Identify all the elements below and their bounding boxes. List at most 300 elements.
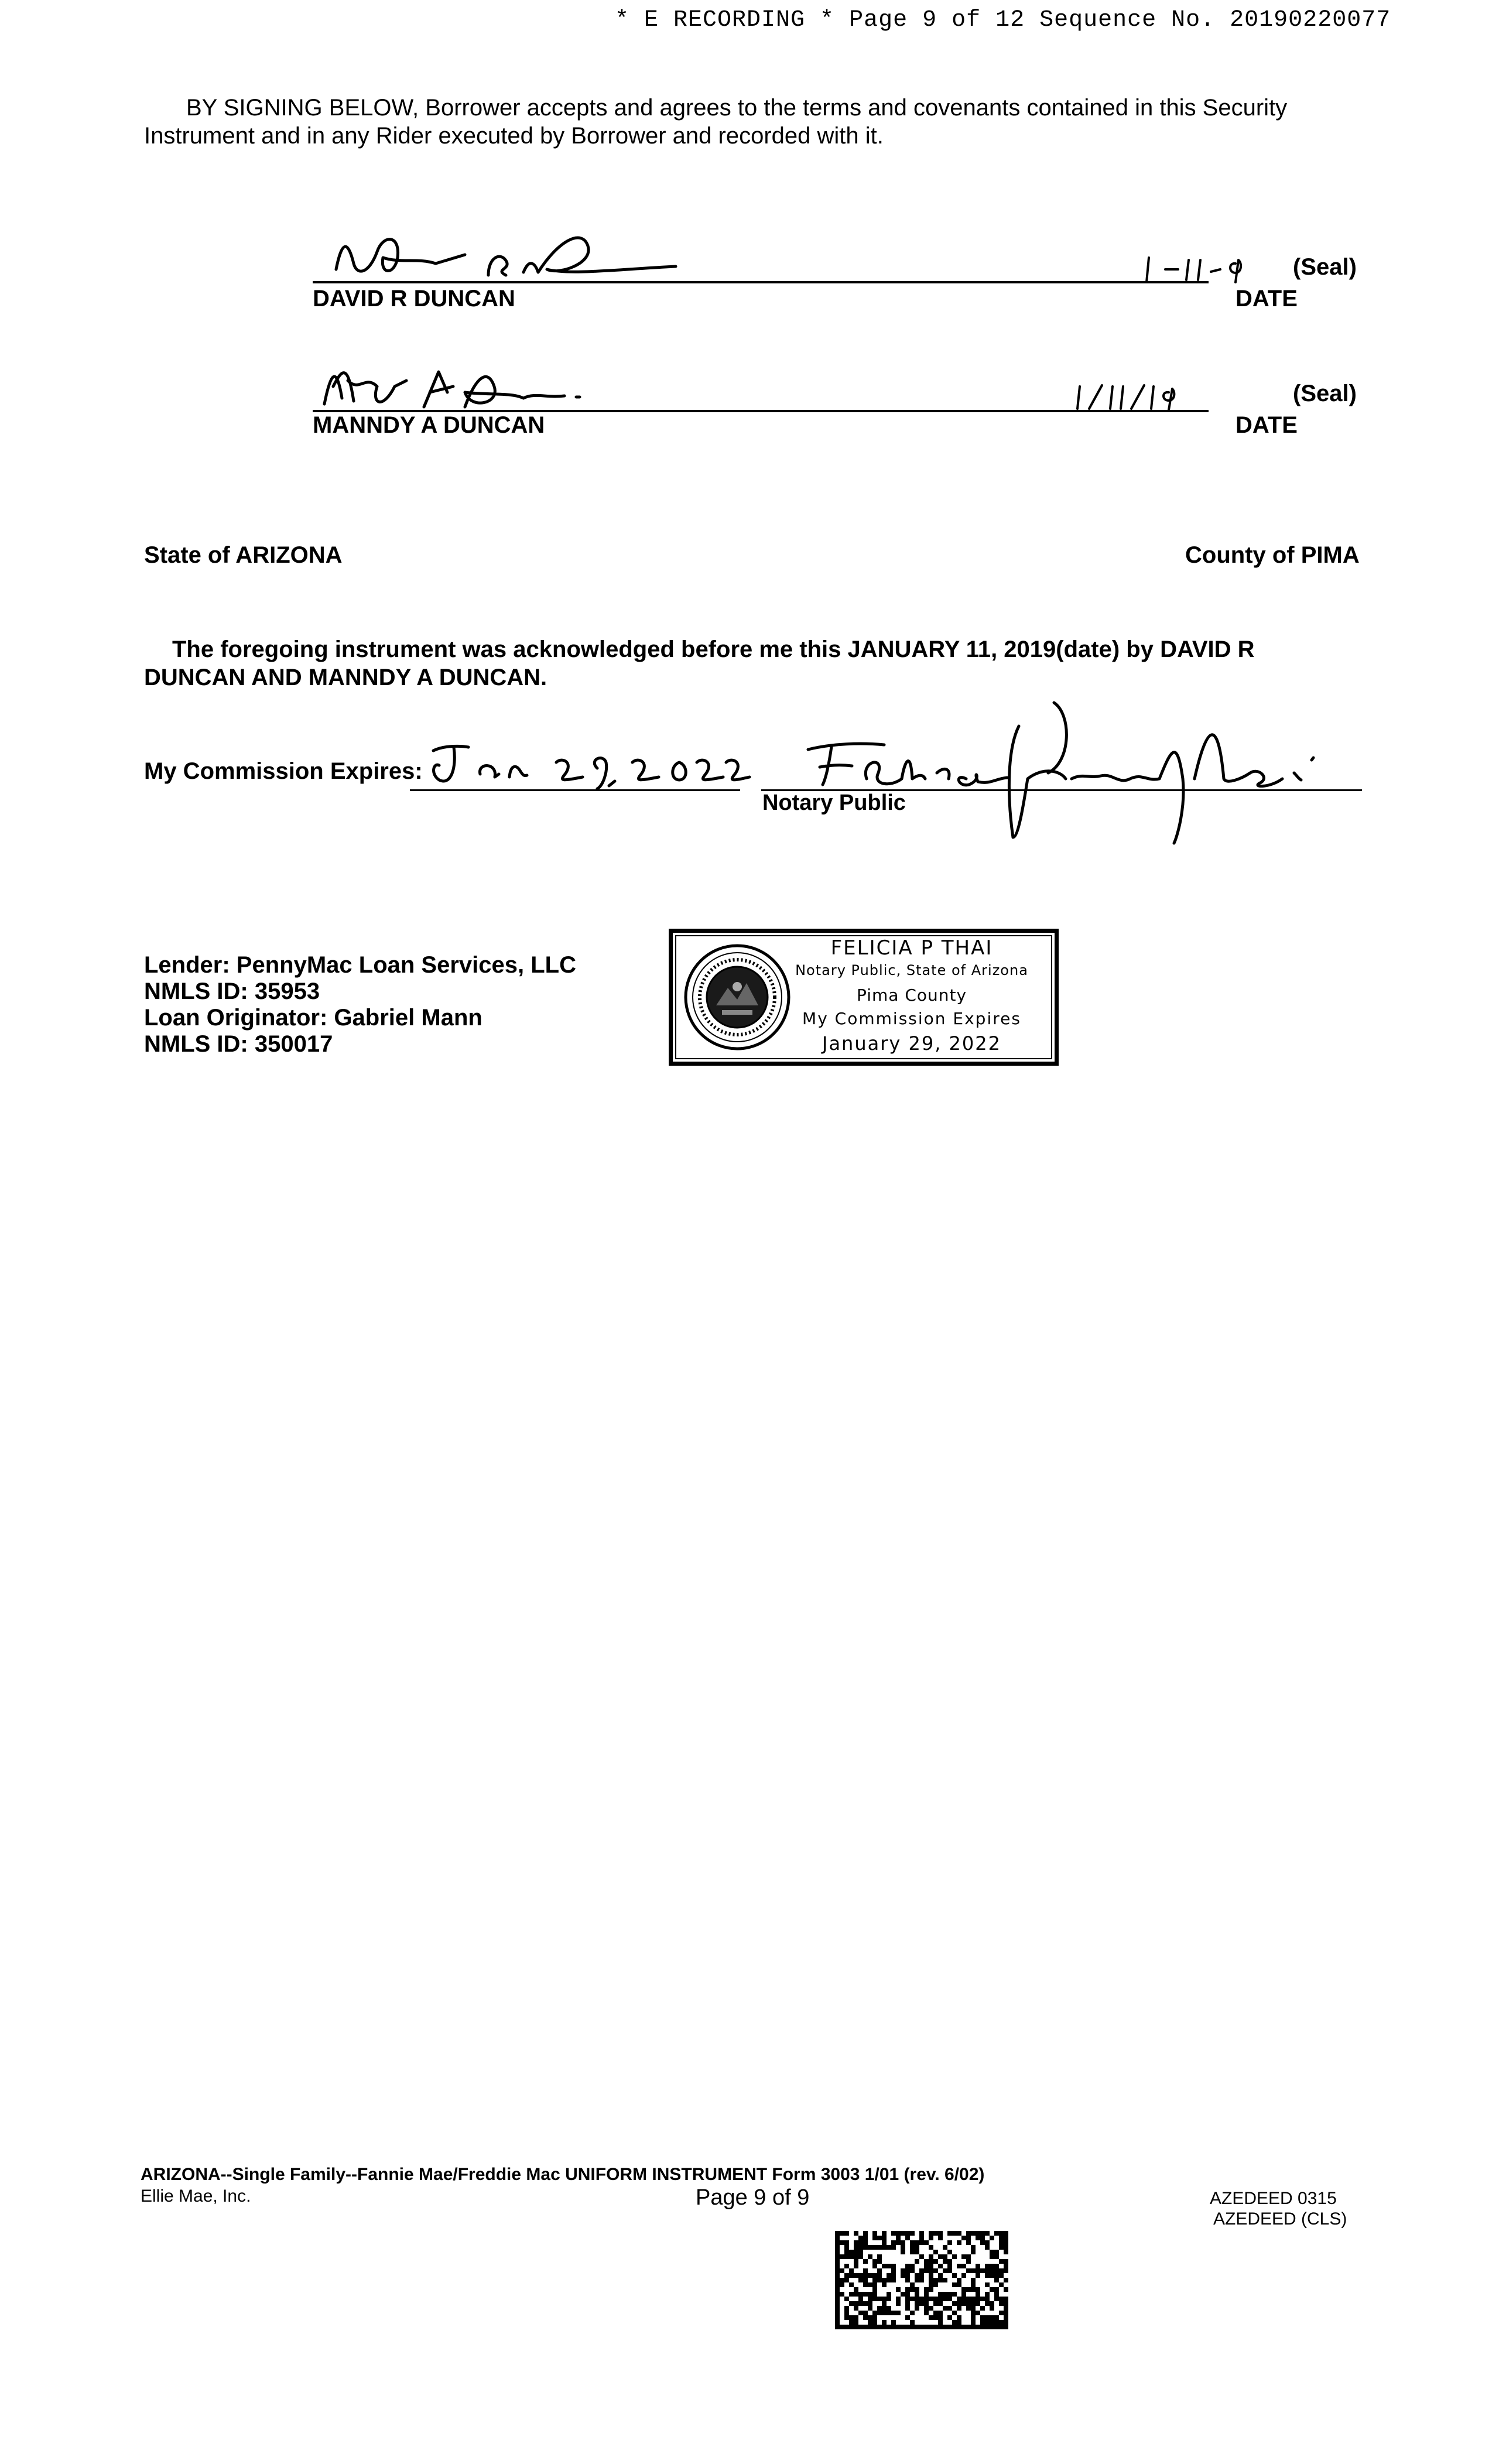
barcode-module — [919, 2325, 924, 2329]
barcode-module — [1004, 2306, 1008, 2311]
barcode-module — [994, 2268, 999, 2273]
barcode-module — [877, 2273, 882, 2278]
barcode-module — [980, 2240, 985, 2245]
barcode-module — [957, 2320, 961, 2325]
barcode-module — [990, 2236, 994, 2240]
barcode-module — [854, 2259, 858, 2264]
lender-line-4: NMLS ID: 350017 — [144, 1031, 333, 1057]
barcode-module — [957, 2325, 961, 2329]
barcode-module — [943, 2245, 947, 2250]
barcode-module — [868, 2292, 872, 2297]
barcode-module — [915, 2245, 919, 2250]
barcode-module — [999, 2240, 1004, 2245]
barcode-module — [957, 2315, 961, 2320]
stamp-date: January 29, 2022 — [822, 1032, 1001, 1055]
barcode-module — [910, 2287, 915, 2292]
barcode-module — [844, 2231, 849, 2236]
barcode-module — [919, 2297, 924, 2301]
barcode-module — [924, 2297, 929, 2301]
barcode-module — [971, 2325, 976, 2329]
signature-1-date — [1142, 252, 1265, 287]
barcode-module — [891, 2311, 896, 2315]
barcode-module — [961, 2297, 966, 2301]
barcode-module — [891, 2264, 896, 2268]
barcode-module — [849, 2301, 854, 2306]
barcode-module — [872, 2245, 877, 2250]
barcode-module — [854, 2306, 858, 2311]
barcode-module — [910, 2245, 915, 2250]
barcode-module — [1004, 2315, 1008, 2320]
barcode-module — [929, 2315, 933, 2320]
seal-label-1: (Seal) — [1293, 254, 1357, 280]
barcode-module — [887, 2264, 891, 2268]
barcode — [835, 2231, 1008, 2329]
barcode-module — [905, 2268, 910, 2273]
barcode-module — [933, 2325, 938, 2329]
barcode-module — [938, 2236, 943, 2240]
footer-code-2: AZEDEED (CLS) — [1213, 2209, 1347, 2229]
barcode-module — [854, 2273, 858, 2278]
barcode-module — [1004, 2325, 1008, 2329]
barcode-module — [933, 2311, 938, 2315]
barcode-module — [957, 2278, 961, 2282]
barcode-module — [877, 2325, 882, 2329]
barcode-module — [976, 2301, 980, 2306]
barcode-module — [966, 2268, 971, 2273]
barcode-module — [877, 2297, 882, 2301]
footer-page: Page 9 of 9 — [696, 2185, 810, 2210]
barcode-module — [929, 2278, 933, 2282]
barcode-module — [840, 2278, 844, 2282]
barcode-module — [999, 2273, 1004, 2278]
stamp-name: FELICIA P THAI — [830, 936, 993, 960]
barcode-module — [957, 2297, 961, 2301]
barcode-module — [844, 2245, 849, 2250]
barcode-module — [924, 2264, 929, 2268]
barcode-module — [854, 2245, 858, 2250]
barcode-module — [910, 2268, 915, 2273]
barcode-module — [915, 2297, 919, 2301]
barcode-module — [891, 2268, 896, 2273]
signer-name-2: MANNDY A DUNCAN — [313, 412, 545, 438]
barcode-module — [976, 2297, 980, 2301]
barcode-module — [966, 2297, 971, 2301]
barcode-module — [835, 2264, 840, 2268]
notary-stamp — [669, 929, 1059, 1066]
barcode-module — [1004, 2311, 1008, 2315]
barcode-module — [947, 2240, 952, 2245]
barcode-module — [849, 2254, 854, 2259]
barcode-module — [844, 2278, 849, 2282]
barcode-module — [872, 2315, 877, 2320]
barcode-module — [990, 2325, 994, 2329]
barcode-module — [961, 2236, 966, 2240]
barcode-module — [840, 2240, 844, 2245]
barcode-module — [961, 2287, 966, 2292]
barcode-module — [887, 2245, 891, 2250]
barcode-module — [901, 2240, 905, 2245]
barcode-module — [835, 2297, 840, 2301]
barcode-module — [971, 2320, 976, 2325]
barcode-module — [985, 2245, 990, 2250]
barcode-module — [863, 2278, 868, 2282]
footer-code-1: AZEDEED 0315 — [1210, 2189, 1337, 2208]
barcode-module — [849, 2292, 854, 2297]
barcode-module — [844, 2306, 849, 2311]
barcode-module — [929, 2245, 933, 2250]
barcode-module — [919, 2268, 924, 2273]
barcode-module — [915, 2287, 919, 2292]
barcode-module — [840, 2268, 844, 2273]
barcode-module — [868, 2320, 872, 2325]
barcode-module — [872, 2282, 877, 2287]
barcode-module — [994, 2287, 999, 2292]
barcode-module — [872, 2259, 877, 2264]
barcode-module — [915, 2240, 919, 2245]
barcode-module — [999, 2311, 1004, 2315]
barcode-module — [994, 2297, 999, 2301]
barcode-module — [1004, 2240, 1008, 2245]
barcode-module — [938, 2301, 943, 2306]
barcode-module — [943, 2306, 947, 2311]
barcode-module — [929, 2264, 933, 2268]
barcode-module — [835, 2273, 840, 2278]
barcode-module — [915, 2278, 919, 2282]
barcode-module — [938, 2292, 943, 2297]
lender-line-1: Lender: PennyMac Loan Services, LLC — [144, 952, 576, 978]
barcode-module — [905, 2287, 910, 2292]
barcode-module — [910, 2240, 915, 2245]
barcode-module — [943, 2278, 947, 2282]
barcode-module — [999, 2231, 1004, 2236]
barcode-module — [915, 2259, 919, 2264]
barcode-module — [835, 2320, 840, 2325]
barcode-module — [947, 2268, 952, 2273]
barcode-module — [849, 2282, 854, 2287]
barcode-module — [957, 2240, 961, 2245]
barcode-module — [971, 2245, 976, 2250]
footer-form-line: ARIZONA--Single Family--Fannie Mae/Freddie Mac UNIFORM INSTRUMENT Form 3003 1/01 (rev. 6/02) — [141, 2165, 985, 2184]
barcode-module — [849, 2273, 854, 2278]
barcode-module — [915, 2325, 919, 2329]
date-label-2: DATE — [1236, 412, 1298, 438]
barcode-module — [966, 2325, 971, 2329]
barcode-module — [994, 2250, 999, 2254]
barcode-module — [849, 2250, 854, 2254]
barcode-module — [835, 2250, 840, 2254]
stamp-title: Notary Public, State of Arizona — [795, 962, 1028, 978]
barcode-module — [952, 2325, 957, 2329]
barcode-module — [868, 2273, 872, 2278]
barcode-module — [905, 2315, 910, 2320]
barcode-module — [835, 2278, 840, 2282]
barcode-module — [994, 2278, 999, 2282]
barcode-module — [858, 2278, 863, 2282]
barcode-module — [976, 2268, 980, 2273]
barcode-module — [910, 2325, 915, 2329]
venue-county: County of PIMA — [1185, 542, 1360, 568]
barcode-module — [938, 2297, 943, 2301]
barcode-module — [840, 2282, 844, 2287]
barcode-module — [854, 2325, 858, 2329]
barcode-module — [887, 2278, 891, 2282]
barcode-module — [877, 2245, 882, 2250]
barcode-module — [896, 2240, 901, 2245]
barcode-module — [980, 2297, 985, 2301]
barcode-module — [985, 2292, 990, 2297]
barcode-module — [863, 2236, 868, 2240]
date-label-1: DATE — [1236, 286, 1298, 312]
barcode-module — [901, 2268, 905, 2273]
barcode-module — [933, 2278, 938, 2282]
barcode-module — [952, 2273, 957, 2278]
barcode-module — [1004, 2287, 1008, 2292]
barcode-module — [924, 2301, 929, 2306]
barcode-module — [943, 2325, 947, 2329]
barcode-module — [858, 2292, 863, 2297]
barcode-module — [887, 2311, 891, 2315]
barcode-module — [844, 2297, 849, 2301]
barcode-module — [915, 2301, 919, 2306]
barcode-module — [905, 2325, 910, 2329]
barcode-module — [929, 2236, 933, 2240]
barcode-module — [863, 2282, 868, 2287]
barcode-module — [952, 2231, 957, 2236]
barcode-module — [863, 2301, 868, 2306]
barcode-module — [901, 2273, 905, 2278]
barcode-module — [863, 2231, 868, 2236]
barcode-module — [966, 2231, 971, 2236]
barcode-module — [999, 2297, 1004, 2301]
barcode-module — [891, 2325, 896, 2329]
barcode-module — [915, 2273, 919, 2278]
barcode-module — [1004, 2264, 1008, 2268]
barcode-module — [910, 2311, 915, 2315]
barcode-module — [896, 2301, 901, 2306]
barcode-module — [882, 2311, 887, 2315]
barcode-module — [976, 2264, 980, 2268]
barcode-module — [901, 2325, 905, 2329]
barcode-module — [999, 2268, 1004, 2273]
recording-header: * E RECORDING * Page 9 of 12 Sequence No. 20190220077 — [615, 7, 1391, 33]
barcode-module — [882, 2236, 887, 2240]
barcode-module — [877, 2278, 882, 2282]
notary-signature — [796, 691, 1347, 849]
barcode-module — [840, 2325, 844, 2329]
barcode-module — [976, 2231, 980, 2236]
barcode-module — [910, 2231, 915, 2236]
barcode-module — [905, 2297, 910, 2301]
barcode-module — [994, 2315, 999, 2320]
barcode-module — [943, 2292, 947, 2297]
barcode-module — [961, 2254, 966, 2259]
barcode-module — [891, 2320, 896, 2325]
barcode-module — [971, 2278, 976, 2282]
venue-state: State of ARIZONA — [144, 542, 343, 568]
barcode-module — [844, 2315, 849, 2320]
barcode-module — [854, 2315, 858, 2320]
barcode-module — [868, 2254, 872, 2259]
barcode-module — [924, 2292, 929, 2297]
barcode-module — [910, 2250, 915, 2254]
barcode-module — [990, 2268, 994, 2273]
barcode-module — [961, 2301, 966, 2306]
barcode-module — [858, 2325, 863, 2329]
barcode-module — [980, 2315, 985, 2320]
barcode-module — [854, 2240, 858, 2245]
barcode-module — [919, 2273, 924, 2278]
barcode-module — [863, 2311, 868, 2315]
barcode-module — [933, 2259, 938, 2264]
barcode-module — [980, 2231, 985, 2236]
barcode-module — [933, 2282, 938, 2287]
barcode-module — [943, 2259, 947, 2264]
barcode-module — [854, 2254, 858, 2259]
barcode-module — [943, 2268, 947, 2273]
barcode-module — [882, 2231, 887, 2236]
barcode-module — [882, 2264, 887, 2268]
barcode-module — [854, 2292, 858, 2297]
barcode-module — [849, 2315, 854, 2320]
barcode-module — [858, 2297, 863, 2301]
barcode-module — [985, 2325, 990, 2329]
barcode-module — [835, 2292, 840, 2297]
barcode-module — [854, 2320, 858, 2325]
barcode-module — [990, 2287, 994, 2292]
barcode-module — [835, 2315, 840, 2320]
lender-line-2: NMLS ID: 35953 — [144, 978, 320, 1004]
barcode-module — [947, 2264, 952, 2268]
barcode-module — [957, 2306, 961, 2311]
barcode-module — [891, 2231, 896, 2236]
barcode-module — [961, 2273, 966, 2278]
barcode-module — [929, 2254, 933, 2259]
barcode-module — [924, 2268, 929, 2273]
barcode-module — [919, 2254, 924, 2259]
barcode-module — [947, 2306, 952, 2311]
barcode-module — [863, 2315, 868, 2320]
barcode-module — [924, 2311, 929, 2315]
barcode-module — [999, 2245, 1004, 2250]
barcode-module — [990, 2320, 994, 2325]
barcode-module — [835, 2306, 840, 2311]
barcode-module — [858, 2311, 863, 2315]
barcode-module — [919, 2278, 924, 2282]
barcode-module — [994, 2320, 999, 2325]
barcode-module — [905, 2301, 910, 2306]
barcode-module — [938, 2273, 943, 2278]
barcode-module — [877, 2311, 882, 2315]
barcode-module — [901, 2231, 905, 2236]
barcode-module — [1004, 2259, 1008, 2264]
barcode-module — [947, 2325, 952, 2329]
barcode-module — [919, 2240, 924, 2245]
barcode-module — [924, 2287, 929, 2292]
barcode-module — [1004, 2231, 1008, 2236]
barcode-module — [976, 2325, 980, 2329]
barcode-module — [840, 2254, 844, 2259]
lender-line-3: Loan Originator: Gabriel Mann — [144, 1005, 482, 1031]
barcode-module — [840, 2231, 844, 2236]
barcode-module — [868, 2315, 872, 2320]
barcode-module — [947, 2250, 952, 2254]
barcode-module — [868, 2297, 872, 2301]
commission-label: My Commission Expires: — [144, 758, 423, 784]
barcode-module — [844, 2254, 849, 2259]
barcode-module — [877, 2268, 882, 2273]
barcode-module — [919, 2301, 924, 2306]
barcode-module — [840, 2292, 844, 2297]
barcode-module — [844, 2325, 849, 2329]
barcode-module — [835, 2240, 840, 2245]
barcode-module — [966, 2301, 971, 2306]
barcode-module — [947, 2315, 952, 2320]
barcode-module — [905, 2264, 910, 2268]
barcode-module — [980, 2236, 985, 2240]
barcode-module — [905, 2231, 910, 2236]
barcode-module — [952, 2292, 957, 2297]
barcode-module — [844, 2250, 849, 2254]
barcode-module — [990, 2250, 994, 2254]
barcode-module — [905, 2236, 910, 2240]
barcode-module — [924, 2325, 929, 2329]
barcode-module — [882, 2320, 887, 2325]
barcode-module — [863, 2292, 868, 2297]
barcode-module — [887, 2325, 891, 2329]
barcode-module — [971, 2311, 976, 2315]
barcode-module — [872, 2287, 877, 2292]
barcode-module — [910, 2264, 915, 2268]
barcode-module — [938, 2311, 943, 2315]
barcode-module — [1004, 2297, 1008, 2301]
signature-1 — [313, 223, 699, 287]
barcode-module — [891, 2273, 896, 2278]
barcode-module — [882, 2240, 887, 2245]
barcode-module — [872, 2320, 877, 2325]
barcode-module — [966, 2259, 971, 2264]
barcode-module — [933, 2231, 938, 2236]
barcode-module — [999, 2301, 1004, 2306]
barcode-module — [999, 2325, 1004, 2329]
barcode-module — [882, 2278, 887, 2282]
seal-label-2: (Seal) — [1293, 381, 1357, 406]
barcode-module — [985, 2282, 990, 2287]
barcode-module — [985, 2268, 990, 2273]
barcode-module — [938, 2315, 943, 2320]
barcode-module — [999, 2320, 1004, 2325]
barcode-module — [980, 2320, 985, 2325]
barcode-module — [943, 2297, 947, 2301]
barcode-module — [957, 2282, 961, 2287]
barcode-module — [887, 2273, 891, 2278]
barcode-module — [863, 2325, 868, 2329]
barcode-module — [990, 2254, 994, 2259]
barcode-module — [929, 2287, 933, 2292]
barcode-module — [971, 2250, 976, 2254]
barcode-module — [854, 2301, 858, 2306]
barcode-module — [994, 2273, 999, 2278]
barcode-module — [882, 2282, 887, 2287]
barcode-module — [985, 2240, 990, 2245]
signer-name-1: DAVID R DUNCAN — [313, 286, 515, 312]
barcode-module — [887, 2297, 891, 2301]
barcode-module — [994, 2231, 999, 2236]
barcode-module — [877, 2259, 882, 2264]
barcode-module — [994, 2325, 999, 2329]
barcode-module — [835, 2268, 840, 2273]
barcode-module — [1004, 2278, 1008, 2282]
barcode-module — [882, 2301, 887, 2306]
